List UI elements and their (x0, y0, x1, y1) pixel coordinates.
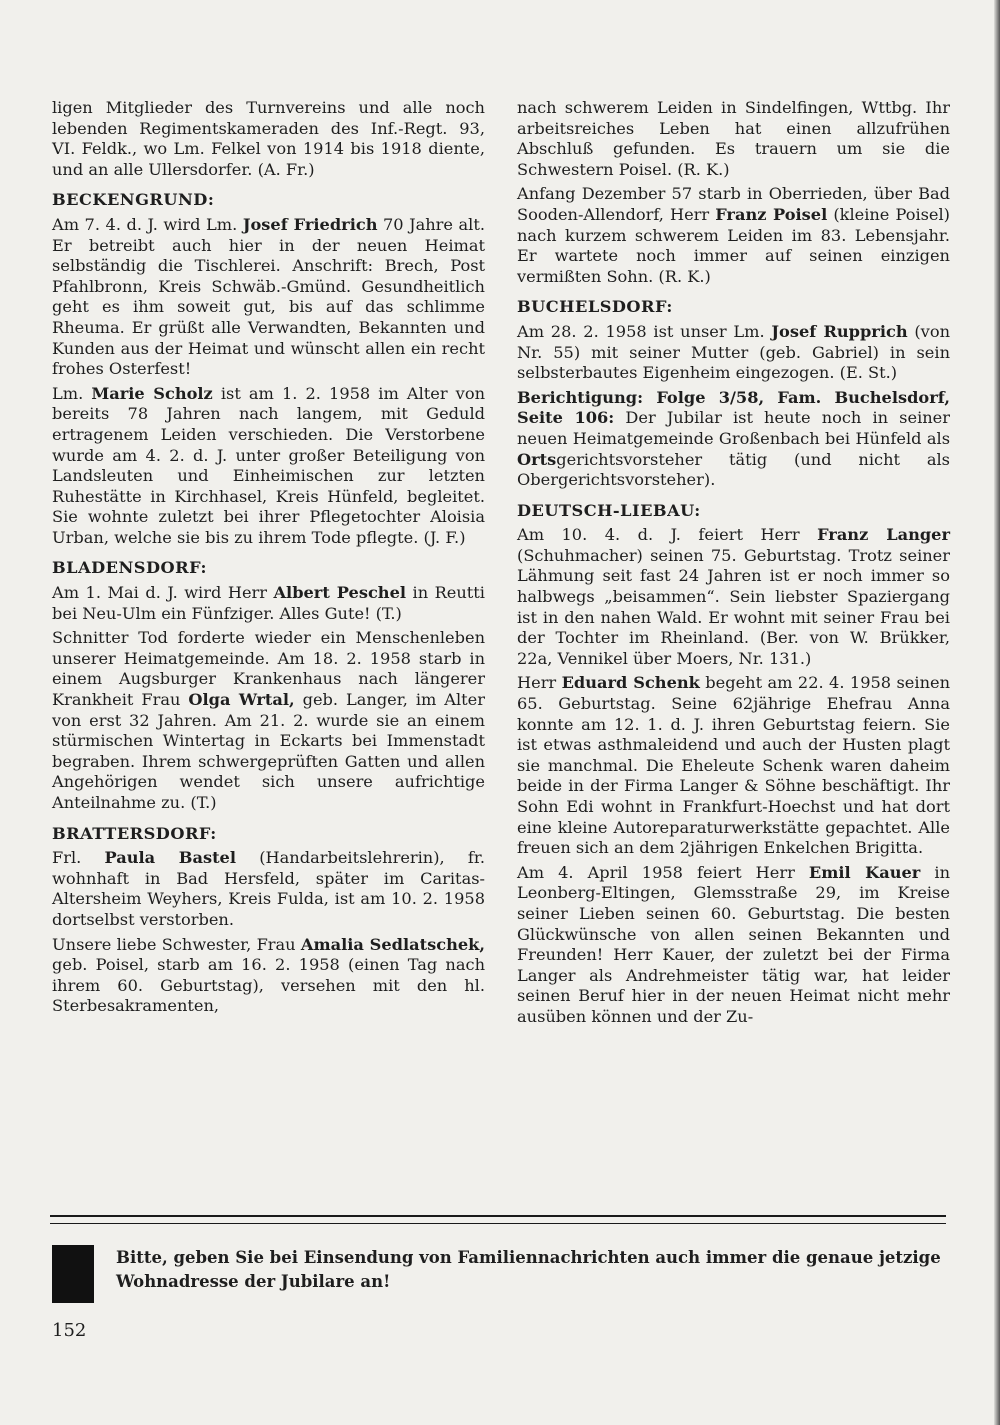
paragraph (52, 384, 485, 549)
text-run: ligen Mitglieder des Turnvereins und alle noch lebenden Regimentskameraden des Inf.-Regt. 93, VI. Feldk., wo Lm. Felkel von 1914 bis 1918 diente, und an alle Ullersdorfer. (A. Fr.) (52, 98, 485, 179)
text-run: Herr (517, 673, 562, 693)
text-run: Am 7. 4. d. J. wird Lm. (52, 214, 243, 234)
paragraph (517, 525, 950, 669)
text-run: ist am 1. 2. 1958 im Alter von bereits 78 Jahren nach langem, mit Geduld ertragenem Leiden verschieden. Die Verstorbene wurde am 4. 2. d. J. unter großer Beteiligung von Landsleuten und Einheimischen zur letzten Ruhestätte in Kirchhasel, Kreis Hünfeld, begleitet. Sie wohnte zuletzt bei ihrer Pflegetochter Aloisia Urban, welche sie bis zu ihrem Tode pflegte. (J. F.) (52, 383, 485, 547)
bold-name: Franz Poisel (715, 204, 828, 224)
page-number: 152 (52, 1320, 87, 1341)
text-run: Am 4. April 1958 feiert Herr (517, 862, 809, 882)
text-run: Am 28. 2. 1958 ist unser Lm. (517, 321, 772, 341)
text-run: Schnitter Tod forderte wieder ein Menschenleben unserer Heimatgemeinde. Am 18. 2. 1958 starb in einem Augsburger Krankenhaus nach längerer Krankheit Frau (52, 628, 485, 710)
paragraph (52, 628, 485, 813)
text-run: Lm. (52, 383, 92, 403)
text-run: (von Nr. 55) mit seiner Mutter (geb. Gabriel) in sein selbsterbautes Eigenheim eingezogen. (E. St.) (517, 321, 950, 383)
bold-name: Paula Bastel (104, 848, 237, 868)
text-run: (Handarbeitslehrerin), fr. wohnhaft in Bad Hersfeld, später im Caritas-Altersheim Weyhers, Kreis Fulda, ist am 10. 2. 1958 dortselbst verstorben. (52, 848, 485, 929)
section-heading (52, 558, 485, 579)
text-run: nach schwerem Leiden in Sindelfingen, Wttbg. Ihr arbeitsreiches Leben hat einen allzufrühen Abschluß gefunden. Es trauern um sie die Schwestern Poisel. (R. K.) (517, 98, 950, 179)
section-heading (52, 824, 485, 845)
bold-name: Amalia Sedlatschek, (300, 934, 485, 954)
text-run: BECKENGRUND: (52, 190, 215, 210)
text-run: geb. Poisel, starb am 16. 2. 1958 (einen Tag nach ihrem 60. Geburtstag), versehen mit den hl. Sterbesakramenten, (52, 955, 485, 1016)
divider-rule (50, 1215, 946, 1217)
left-column (52, 98, 485, 1021)
bold-name: Eduard Schenk (561, 673, 700, 693)
paragraph (52, 583, 485, 624)
text-run: (kleine Poisel) nach kurzem schwerem Leiden im 83. Lebensjahr. Er wartete noch immer auf seinen einzigen vermißten Sohn. (R. K.) (517, 204, 950, 286)
right-column (517, 98, 950, 1032)
bold-name: Olga Wrtal, (188, 690, 295, 710)
paragraph (52, 98, 485, 180)
page-edge-shadow (994, 0, 1000, 1425)
text-run: in Leonberg-Eltingen, Glemsstraße 29, im Kreise seiner Lieben seinen 60. Geburtstag. Die besten Glückwünsche von allen seinen Bekannten und Freunden! Herr Kauer, der zuletzt bei der Firma Langer als Andrehmeister tätig war, hat leider seinen Beruf hier in der neuen Heimat nicht mehr ausüben können und der Zu- (517, 862, 950, 1026)
bold-name: Josef Friedrich (242, 214, 378, 234)
paragraph (517, 863, 950, 1028)
text-run: Der Jubilar ist heute noch in seiner neuen Heimatgemeinde Großenbach bei Hünfeld als (517, 408, 950, 448)
bold-name: Marie Scholz (91, 383, 213, 403)
bold-name: Franz Langer (817, 525, 951, 545)
notice-text: Bitte, geben Sie bei Einsendung von Familiennachrichten auch immer die genaue jetzige Wohnadresse der Jubilare an! (116, 1248, 941, 1291)
paragraph (52, 215, 485, 380)
text-run: gerichtsvorsteher tätig (und nicht als Obergerichtsvorsteher). (517, 449, 950, 490)
text-run: Am 10. 4. d. J. feiert Herr (517, 525, 818, 545)
text-run: (Schuhmacher) seinen 75. Geburtstag. Trotz seiner Lähmung seit fast 24 Jahren ist er noch immer so halbwegs „beisammen“. Sein liebster Spaziergang ist in den nahen Wald. Er wohnt mit seiner Frau bei der Tochter im Rheinland. (Ber. von W. Brükker, 22a, Vennikel über Moers, Nr. 131.) (517, 545, 950, 668)
paragraph (517, 98, 950, 180)
bold-name: Orts (517, 449, 557, 469)
paragraph (517, 388, 950, 491)
text-run: BLADENSDORF: (52, 558, 207, 578)
paragraph (52, 848, 485, 930)
section-heading (517, 297, 950, 318)
bold-name: Albert Peschel (273, 583, 407, 603)
section-heading (52, 190, 485, 211)
text-run: in Reutti bei Neu-Ulm ein Fünfziger. Alles Gute! (T.) (52, 583, 485, 623)
text-run: Frl. (52, 848, 105, 868)
bold-name: Josef Rupprich (771, 321, 908, 341)
paragraph (517, 322, 950, 384)
paragraph (517, 184, 950, 287)
text-run: 70 Jahre alt. Er betreibt auch hier in der neuen Heimat selbständig die Tischlerei. Anschrift: Brech, Post Pfahlbronn, Kreis Schwäb.-Gmünd. Gesundheitlich geht es ihm soweit gut, bis auf das schlimme Rheuma. Er grüßt alle Verwandten, Bekannten und Kunden aus der Heimat und wünscht allen ein recht frohes Osterfest! (52, 214, 485, 379)
divider-rule-thin (50, 1223, 946, 1224)
bold-name: Emil Kauer (808, 862, 921, 882)
paragraph (517, 673, 950, 858)
section-heading (517, 501, 950, 522)
paragraph (52, 935, 485, 1017)
bold-name: Berichtigung: Folge 3/58, Fam. Buchelsdorf, Seite 106: (517, 387, 950, 428)
text-run: Unsere liebe Schwester, Frau (52, 934, 301, 954)
notice-marker-square (52, 1245, 94, 1303)
text-run: Am 1. Mai d. J. wird Herr (52, 583, 274, 603)
text-run: begeht am 22. 4. 1958 seinen 65. Geburtstag. Seine 62jährige Ehefrau Anna konnte am 12. 1. d. J. ihren Geburtstag feiern. Sie ist etwas asthmaleidend und auch der Husten plagt sie manchmal. Die Eheleute Schenk waren daheim beide in der Firma Langer & Söhne beschäftigt. Ihr Sohn Edi wohnt in Frankfurt-Hoechst und hat dort eine kleine Autoreparaturwerkstätte gepachtet. Alle freuen sich an dem 2jährigen Enkelchen Brigitta. (517, 673, 950, 858)
text-run: DEUTSCH-LIEBAU: (517, 500, 701, 520)
text-run: BUCHELSDORF: (517, 297, 673, 317)
text-run: Anfang Dezember 57 starb in Oberrieden, über Bad Sooden-Allendorf, Herr (517, 184, 950, 224)
text-run: BRATTERSDORF: (52, 823, 217, 843)
text-run: geb. Langer, im Alter von erst 32 Jahren. Am 21. 2. wurde sie an einem stürmischen Wintertag in Eckarts bei Immenstadt begraben. Ihrem schwergeprüften Gatten und allen Angehörigen wendet sich unsere aufrichtige Anteilnahme zu. (T.) (52, 690, 485, 812)
